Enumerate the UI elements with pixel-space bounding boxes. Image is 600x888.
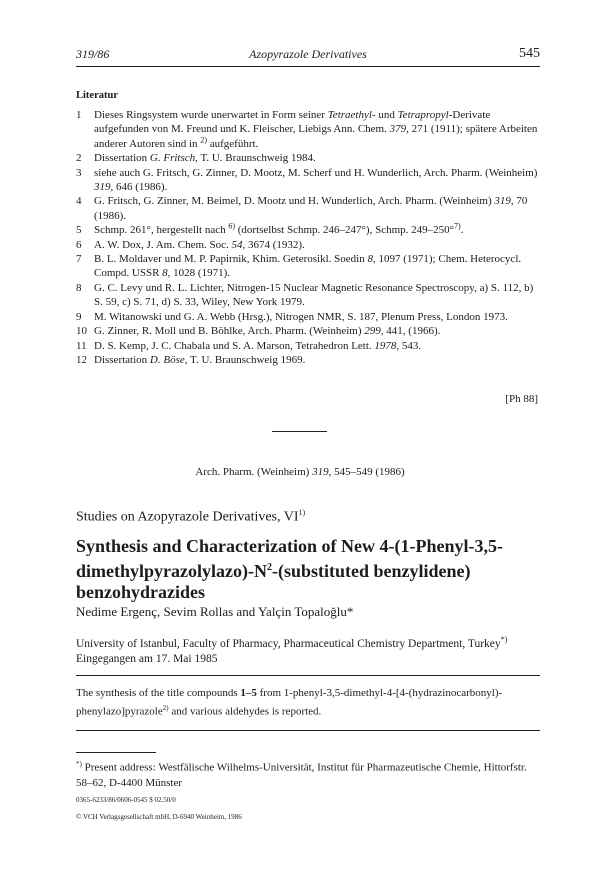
reference-number: 6 <box>76 238 82 251</box>
reference-number: 9 <box>76 310 82 323</box>
reference-text: B. L. Moldaver und M. P. Papirnik, Khim. Geterosikl. Soedin 8, 1097 (1971); Chem. Heterocycl. Compd. USSR 8, 1028 (1971). <box>94 253 522 280</box>
reference-text: Dieses Ringsystem wurde unerwartet in Form seiner Tetraethyl- und Tetrapropyl-Derivate aufgefunden von M. Freund und K. Fleischer, Liebigs Ann. Chem. 379, 271 (1911); spätere Arbeiten anderer Autoren sind in $^{2)}$ aufgeführt. <box>94 109 538 150</box>
reference-text: G. C. Levy und R. L. Lichter, Nitrogen-15 Nuclear Magnetic Resonance Spectroscopy, a) S. 112, b) S. 59, c) S. 71, d) S. 33, Wiley, New York 1979. <box>94 281 534 309</box>
reference-number: 7 <box>76 253 82 266</box>
reference-item <box>76 108 540 151</box>
reference-number: 12 <box>76 353 87 366</box>
reference-item <box>76 166 540 195</box>
reference-number: 5 <box>76 224 82 237</box>
article-title: Synthesis and Characterization of New 4-(1-Phenyl-3,5- $dimethylpyrazolylazo)-N^2-(substituted$ benzylidene) benzohydrazides <box>76 536 503 602</box>
section-divider <box>272 431 327 432</box>
reference-number: 10 <box>76 325 87 338</box>
literature-heading: Literatur <box>76 90 118 101</box>
reference-text: Schmp. 261°, hergestellt nach $^{6)}$ (dortselbst Schmp. 246–247°), Schmp. 249–250°$^{7)}$. <box>94 221 464 237</box>
manuscript-code: [Ph 88] <box>505 393 538 405</box>
abstract: The synthesis of the title compounds 1–5 from 1-phenyl-3,5-dimethyl-4-[4-(hydrazinocarbonyl)-phenylazo]pyrazole$^{2)}$ and various aldehydes is reported. <box>76 687 503 718</box>
reference-text: siehe auch G. Fritsch, G. Zinner, D. Mootz, M. Scherf und H. Wunderlich, Arch. Pharm. (Weinheim) 319, 646 (1986). <box>94 166 538 194</box>
affiliation: University of Istanbul, Faculty of Pharmacy, Pharmaceutical Chemistry Department, Turkey*) Eingegangen am 17. Mai 1985 <box>76 632 546 667</box>
series-title: Studies on Azopyrazole Derivatives, VI$^{1)}$ <box>76 508 306 525</box>
reference-item <box>76 151 540 165</box>
reference-text: G. Zinner, R. Moll und B. Böhlke, Arch. Pharm. (Weinheim) 299, 441, (1966). <box>94 325 441 338</box>
running-header <box>76 47 540 65</box>
reference-number: 4 <box>76 195 82 208</box>
reference-number: 3 <box>76 166 82 179</box>
reference-item <box>76 223 540 237</box>
reference-item <box>76 194 540 223</box>
reference-item <box>76 252 540 281</box>
reference-number: 2 <box>76 152 82 165</box>
reference-number: 1 <box>76 109 82 121</box>
footnote: *) Present address: Westfälische Wilhelms-Universität, Institut für Pharmazeutische Chemie, Hittorfstr. 58–62, D-4400 Münster <box>76 760 527 789</box>
page-number: 545 <box>519 46 540 61</box>
reference-text: M. Witanowski und G. A. Webb (Hrsg.), Nitrogen NMR, S. 187, Plenum Press, London 1973. <box>94 310 508 323</box>
reference-text: G. Fritsch, G. Zinner, M. Beimel, D. Mootz und H. Wunderlich, Arch. Pharm. (Weinheim) 319, 70 (1986). <box>94 195 528 222</box>
reference-text: Dissertation G. Fritsch, T. U. Braunschweig 1984. <box>94 152 316 165</box>
reference-item <box>76 238 540 252</box>
issn-code: 0365-6233/86/0606-0545 $ 02.50/0 <box>76 796 176 804</box>
reference-item <box>76 324 540 338</box>
reference-item <box>76 339 540 353</box>
abstract-rule-bottom <box>76 730 540 731</box>
received-date: Eingegangen am 17. Mai 1985 <box>76 652 218 665</box>
journal-citation: Arch. Pharm. (Weinheim) 319, 545–549 (1986) <box>195 466 405 478</box>
reference-text: Dissertation D. Böse, T. U. Braunschweig 1969. <box>94 353 306 366</box>
reference-number: 11 <box>76 339 87 352</box>
reference-item <box>76 353 540 367</box>
reference-text: D. S. Kemp, J. C. Chabala und S. A. Marson, Tetrahedron Lett. 1978, 543. <box>94 339 422 352</box>
reference-text: A. W. Dox, J. Am. Chem. Soc. 54, 3674 (1932). <box>94 238 305 251</box>
reference-item <box>76 310 540 324</box>
reference-list <box>76 108 540 367</box>
reference-item <box>76 281 540 310</box>
abstract-rule-top <box>76 675 540 676</box>
author-list: Nedime Ergenç, Sevim Rollas and Yalçin Topaloğlu* <box>76 604 354 619</box>
header-volume: 319/86 <box>76 47 110 61</box>
footnote-rule <box>76 752 156 753</box>
header-title: Azopyrazole Derivatives <box>249 47 367 61</box>
header-rule <box>76 66 540 67</box>
reference-number: 8 <box>76 281 82 294</box>
copyright-line: © VCH Verlagsgesellschaft mbH, D-6940 Weinheim, 1986 <box>76 813 242 821</box>
